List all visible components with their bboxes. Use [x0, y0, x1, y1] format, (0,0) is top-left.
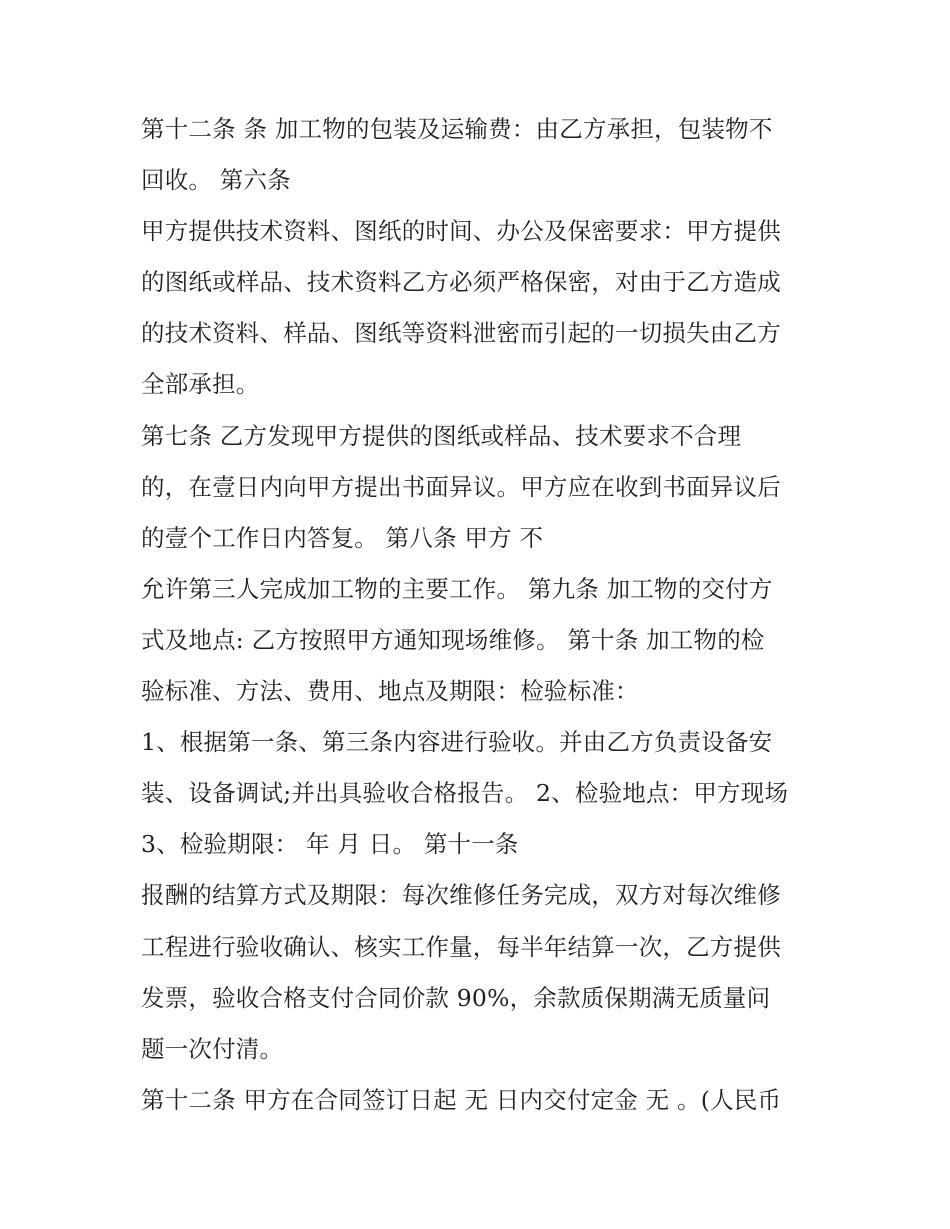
text-line: 全部承担。 — [141, 370, 260, 399]
text-line: 报酬的结算方式及期限：每次维修任务完成，双方对每次维修 — [141, 881, 781, 910]
text-line: 的图纸或样品、技术资料乙方必须严格保密，对由于乙方造成 — [141, 268, 781, 297]
text-line: 第十二条 甲方在合同签订日起 无 日内交付定金 无 。(人民币 — [141, 1085, 782, 1114]
text-line: 1、根据第一条、第三条内容进行验收。并由乙方负责设备安 — [141, 728, 773, 757]
text-line: 第十二条 条 加工物的包装及运输费：由乙方承担，包装物不 — [141, 115, 773, 143]
text-line: 第七条 乙方发现甲方提供的图纸或样品、技术要求不合理 — [141, 421, 742, 450]
contract-text — [141, 104, 831, 1126]
text-line: 发票，验收合格支付合同价款 90%，余款质保期满无质量问 — [141, 983, 771, 1012]
text-line: 验标准、方法、费用、地点及期限：检验标准： — [141, 677, 639, 706]
text-line: 回收。 第六条 — [141, 166, 291, 195]
text-line: 甲方提供技术资料、图纸的时间、办公及保密要求：甲方提供 — [141, 217, 781, 246]
text-line: 的，在壹日内向甲方提出书面异议。甲方应在收到书面异议后 — [141, 472, 781, 501]
text-line: 的壹个工作日内答复。 第八条 甲方 不 — [141, 523, 544, 552]
text-line: 题一次付清。 — [141, 1034, 284, 1063]
text-line: 装、设备调试;并出具验收合格报告。 2、检验地点：甲方现场 — [141, 779, 789, 808]
text-line: 式及地点: 乙方按照甲方通知现场维修。 第十条 加工物的检 — [141, 625, 765, 654]
text-line: 3、检验期限： 年 月 日。 第十一条 — [141, 830, 519, 859]
text-line: 的技术资料、样品、图纸等资料泄密而引起的一切损失由乙方 — [141, 319, 781, 348]
text-line: 工程进行验收确认、核实工作量，每半年结算一次，乙方提供 — [141, 932, 781, 961]
text-line: 允许第三人完成加工物的主要工作。 第九条 加工物的交付方 — [141, 574, 773, 603]
